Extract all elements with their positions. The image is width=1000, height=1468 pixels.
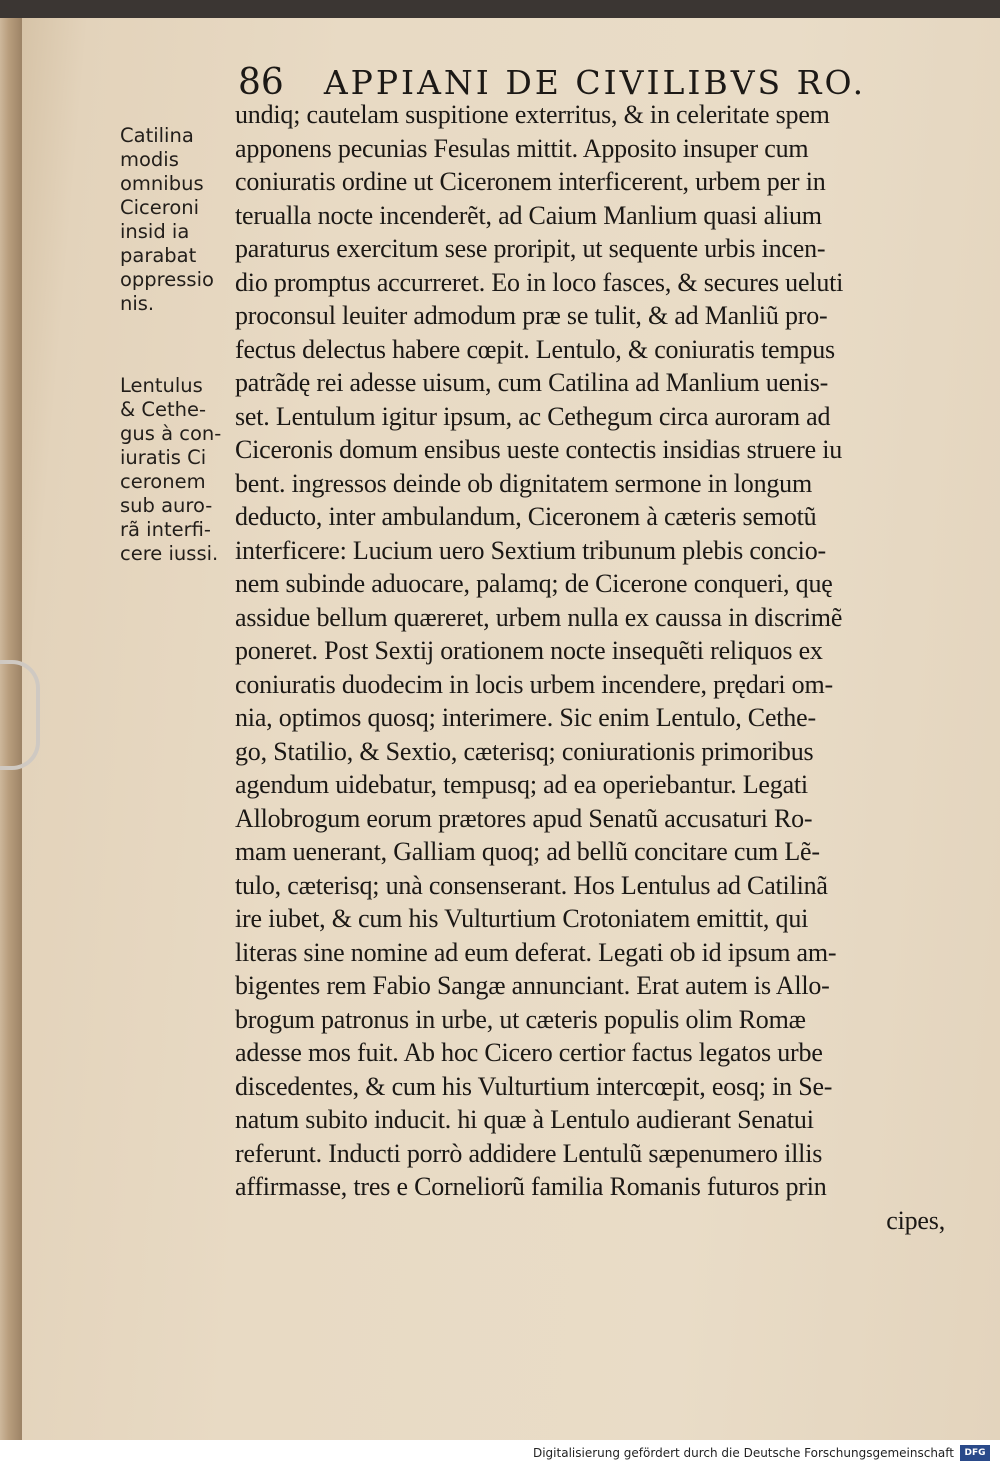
digitization-footer [0, 1440, 1000, 1468]
margin-note-line: Ciceroni [120, 196, 200, 219]
margin-note-line: parabat [120, 244, 197, 267]
text-line: deducto, inter ambulandum, Ciceronem à cæteris semotũ [235, 502, 817, 531]
text-line: natum subito inducit. hi quæ à Lentulo audierant Senatui [235, 1105, 814, 1134]
text-line: ire iubet, & cum his Vulturtium Crotoniatem emittit, qui [235, 904, 809, 933]
text-line: brogum patronus in urbe, ut cæteris populis olim Romæ [235, 1004, 806, 1034]
catchword: cipes, [886, 1205, 945, 1235]
margin-note-1 [120, 124, 250, 316]
margin-note-line: nis. [120, 292, 155, 315]
margin-note-line: sub auro- [120, 494, 213, 517]
margin-note-line: Lentulus [120, 374, 203, 397]
text-line: coniuratis duodecim in locis urbem incendere, prędari om- [235, 669, 833, 699]
text-line: go, Statilio, & Sextio, cæterisq; coniurationis primoribus [235, 736, 814, 766]
page-number: 86 [238, 62, 284, 103]
text-line: bigentes rem Fabio Sangæ annunciant. Erat autem is Allo- [235, 971, 830, 1000]
text-line: discedentes, & cum his Vulturtium intercœpit, eosq; in Se- [235, 1071, 833, 1101]
text-line: Allobrogum eorum prætores apud Senatũ accusaturi Ro- [235, 803, 813, 833]
text-line: tulo, cæterisq; unà consenserant. Hos Lentulus ad Catilinã [235, 870, 828, 900]
running-title: APPIANI DE CIVILIBVS RO. [323, 63, 867, 102]
page-clip [0, 660, 40, 770]
text-line: paraturus exercitum sese proripit, ut sequente urbis incen- [235, 234, 826, 263]
text-line: adesse mos fuit. Ab hoc Cicero certior factus legatos urbe [235, 1038, 823, 1067]
dfg-logo-icon: DFG [960, 1445, 990, 1461]
margin-note-line: & Cethe- [120, 398, 207, 421]
text-line: coniuratis ordine ut Ciceronem interficerent, urbem per in [235, 167, 826, 196]
margin-note-line: cere iussi. [120, 542, 219, 565]
text-line: undiq; cautelam suspitione exterritus, & in celeritate spem [235, 100, 830, 129]
text-line: patrãdę rei adesse uisum, cum Catilina ad Manlium uenis- [235, 368, 829, 397]
margin-note-line: Catilina [120, 124, 194, 147]
margin-note-2 [120, 374, 250, 566]
footer-credit: Digitalisierung gefördert durch die Deutsche Forschungsgemeinschaft [532, 1446, 954, 1460]
margin-note-line: ceronem [120, 470, 206, 493]
text-line: dio promptus accurreret. Eo in loco fasces, & secures ueluti [235, 267, 844, 297]
margin-note-line: iuratis Ci [120, 446, 207, 469]
text-line: bent. ingressos deinde ob dignitatem sermone in longum [235, 468, 812, 498]
text-line: interficere: Lucium uero Sextium tribunum plebis concio- [235, 535, 826, 565]
text-line: set. Lentulum igitur ipsum, ac Cethegum circa auroram ad [235, 401, 831, 431]
text-line: nem subinde aduocare, palamq; de Cicerone conqueri, quę [235, 569, 833, 598]
margin-note-line: insid ia [120, 220, 190, 243]
text-line: terualla nocte incenderẽt, ad Caium Manlium quasi alium [235, 200, 822, 230]
text-line: proconsul leuiter admodum præ se tulit, & ad Manliũ pro- [235, 301, 828, 330]
text-line: assidue bellum quæreret, urbem nulla ex caussa in discrimẽ [235, 602, 843, 632]
margin-note-line: gus à con- [120, 422, 222, 445]
text-line: nia, optimos quosq; interimere. Sic enim Lentulo, Cethe- [235, 703, 816, 732]
text-line: mam uenerant, Galliam quoq; ad bellũ concitare cum Lẽ- [235, 837, 820, 866]
text-line: referunt. Inducti porrò addidere Lentulũ sæpenumero illis [235, 1138, 823, 1168]
text-line: poneret. Post Sextij orationem nocte insequẽti reliquos ex [235, 636, 823, 665]
text-line: literas sine nomine ad eum deferat. Legati ob id ipsum am- [235, 937, 837, 967]
margin-note-line: oppressio [120, 268, 214, 291]
text-line: fectus delectus habere cœpit. Lentulo, & coniuratis tempus [235, 334, 835, 364]
margin-note-line: omnibus [120, 172, 204, 195]
body-text [235, 98, 945, 1237]
text-line: agendum uidebatur, tempusq; ad ea operiebantur. Legati [235, 770, 808, 799]
text-line: apponens pecunias Fesulas mittit. Apposito insuper cum [235, 133, 809, 163]
margin-note-line: modis [120, 148, 179, 171]
margin-note-line: rã interfi- [120, 518, 211, 541]
text-line: Ciceronis domum ensibus ueste contectis insidias struere iu [235, 435, 843, 464]
text-line: affirmasse, tres e Corneliorũ familia Romanis futuros prin [235, 1172, 827, 1201]
